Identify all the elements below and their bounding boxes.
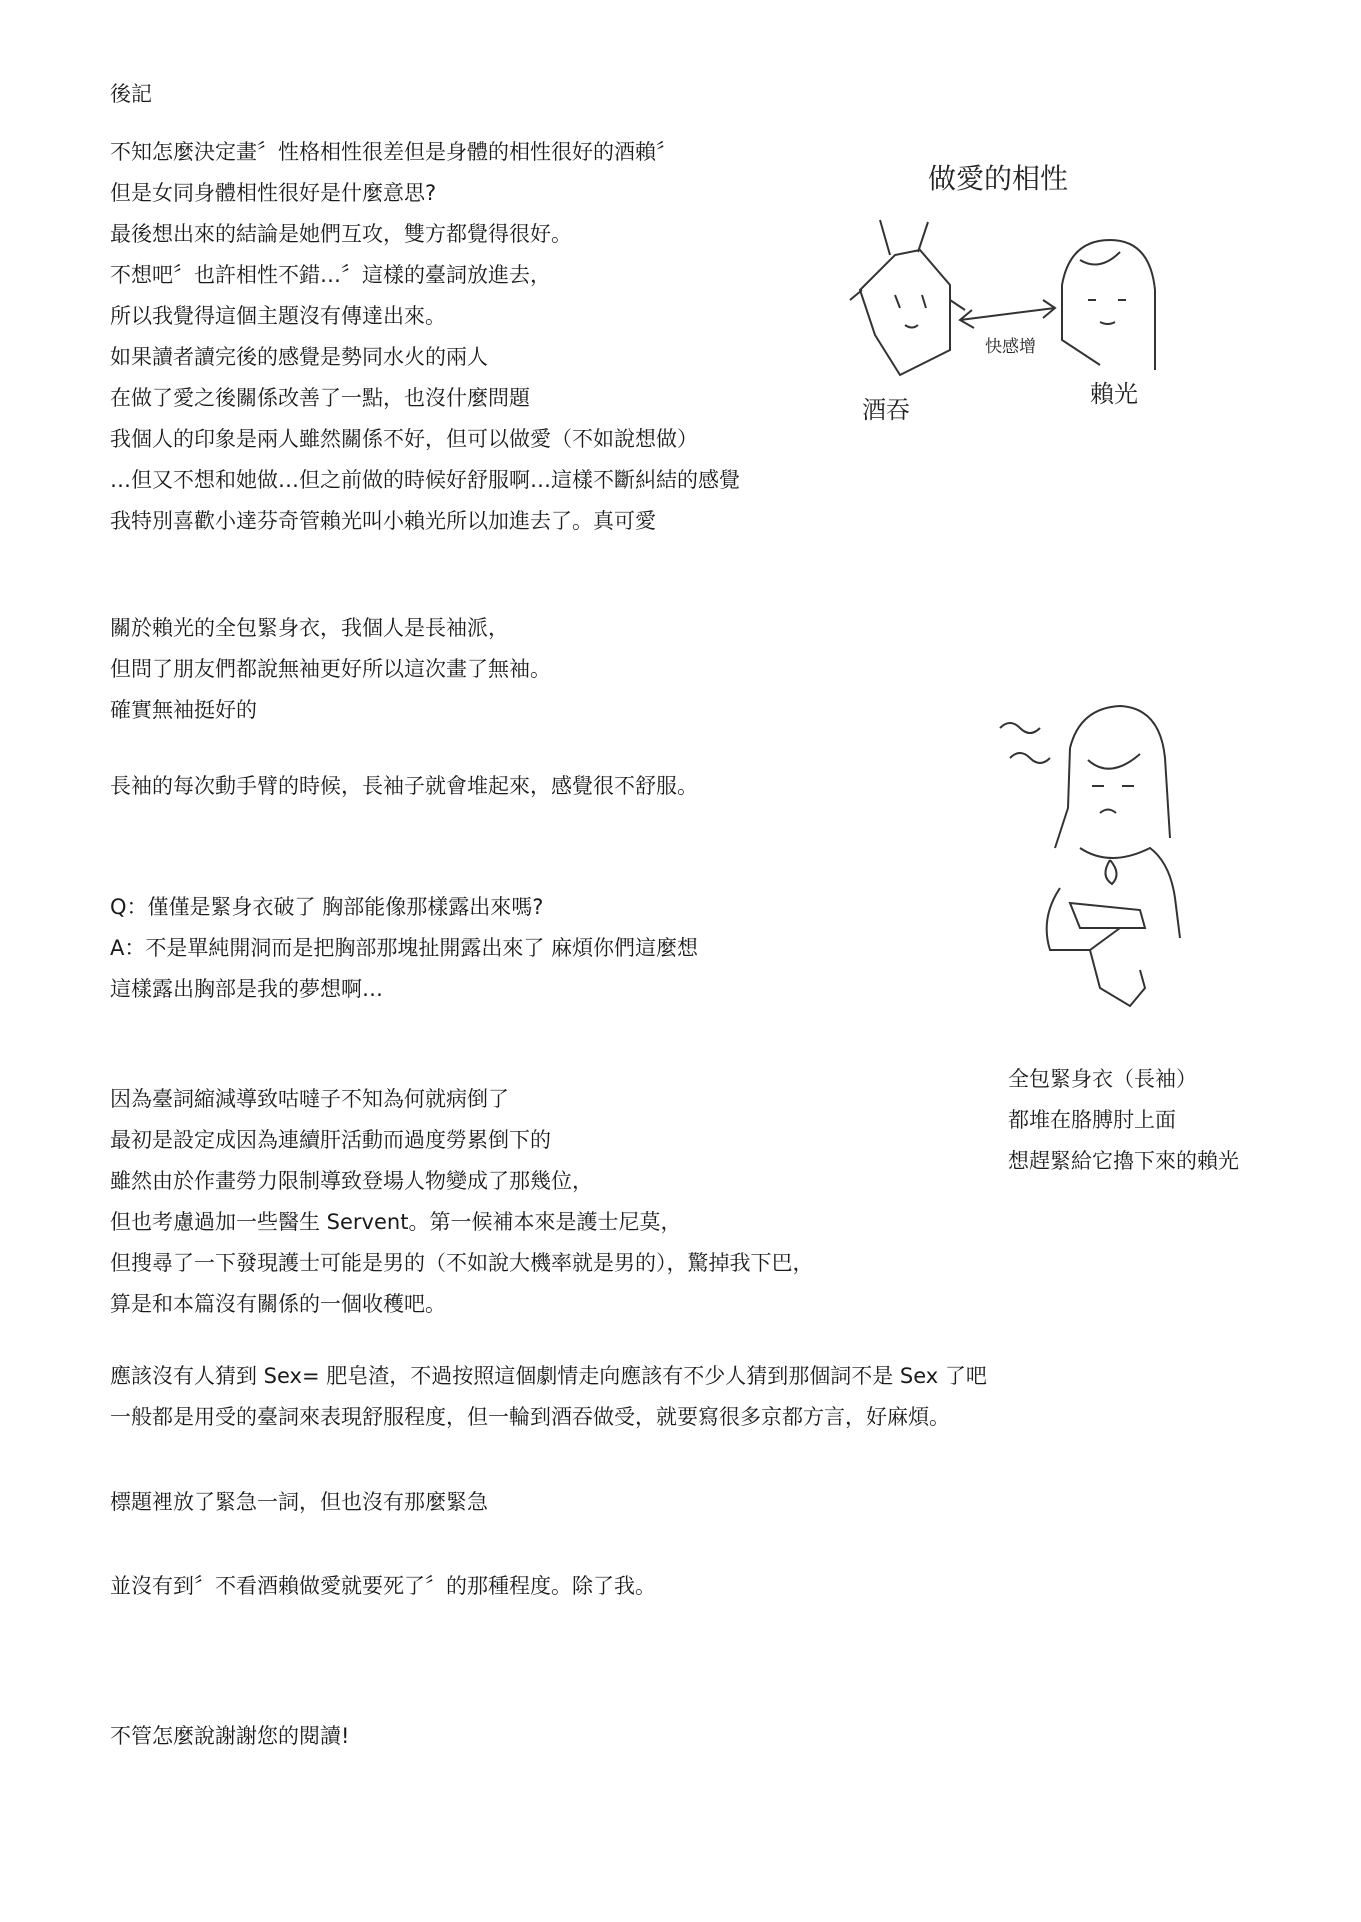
qa-answer: 這樣露出胸部是我的夢想啊… <box>110 977 383 1001</box>
raikou-longsleeve-sketch <box>980 688 1220 1038</box>
body-line: 因為臺詞縮減導致咕噠子不知為何就病倒了 <box>110 1087 509 1111</box>
sketch-caption: 想趕緊給它擼下來的賴光 <box>1008 1149 1239 1173</box>
body-line: 確實無袖挺好的 <box>110 698 257 722</box>
sketch-title: 做愛的相性 <box>928 162 1069 195</box>
compatibility-sketch <box>800 140 1220 440</box>
body-line: 不知怎麼決定畫〞性格相性很差但是身體的相性很好的酒賴〞 <box>110 140 677 164</box>
body-line: 算是和本篇沒有關係的一個收穫吧。 <box>110 1292 446 1316</box>
body-line: 一般都是用受的臺詞來表現舒服程度，但一輪到酒吞做受，就要寫很多京都方言，好麻煩。 <box>110 1405 950 1429</box>
hair-outline <box>1070 706 1170 838</box>
sketch-caption: 全包緊身衣（長袖） <box>1008 1067 1197 1091</box>
body-line: 如果讀者讀完後的感覺是勢同水火的兩人 <box>110 345 488 369</box>
squiggle-mark <box>1010 753 1050 763</box>
body-line: 但問了朋友們都說無袖更好所以這次畫了無袖。 <box>110 657 551 681</box>
qa-answer: A：不是單純開洞而是把胸部那塊扯開露出來了 麻煩你們這麼想 <box>110 936 699 960</box>
body-line: 標題裡放了緊急一詞，但也沒有那麼緊急 <box>110 1490 488 1514</box>
body-line: 所以我覺得這個主題沒有傳達出來。 <box>110 304 446 328</box>
squiggle-mark <box>1000 723 1040 733</box>
closing-line: 不管怎麼說謝謝您的閱讀! <box>110 1724 350 1748</box>
body-line: 但也考慮過加一些醫生 Servent。第一候補本來是護士尼莫， <box>110 1210 682 1234</box>
right-character-name: 賴光 <box>1090 380 1138 408</box>
body-line: 我個人的印象是兩人雖然關係不好，但可以做愛（不如說想做） <box>110 427 698 451</box>
body-line: 最後想出來的結論是她們互攻，雙方都覺得很好。 <box>110 222 572 246</box>
sketch-caption: 都堆在胳膊肘上面 <box>1008 1108 1176 1132</box>
body-line: 關於賴光的全包緊身衣，我個人是長袖派， <box>110 616 509 640</box>
body-line: 最初是設定成因為連續肝活動而過度勞累倒下的 <box>110 1128 551 1152</box>
body-line: 長袖的每次動手臂的時候，長袖子就會堆起來，感覺很不舒服。 <box>110 774 698 798</box>
page-heading: 後記 <box>110 82 152 106</box>
body-line: 應該沒有人猜到 Sex= 肥皂渣，不過按照這個劇情走向應該有不少人猜到那個詞不是 Sex 了吧 <box>110 1364 987 1388</box>
body-line: 並沒有到〞不看酒賴做愛就要死了〞的那種程度。除了我。 <box>110 1574 656 1598</box>
body-line: 但搜尋了一下發現護士可能是男的（不如說大機率就是男的），驚掉我下巴， <box>110 1251 814 1275</box>
arrow-label: 快感增 <box>985 337 1036 357</box>
body-line: …但又不想和她做…但之前做的時候好舒服啊…這樣不斷糾結的感覺 <box>110 468 740 492</box>
double-arrow-icon <box>960 300 1055 328</box>
body-line: 不想吧〞也許相性不錯…〞這樣的臺詞放進去， <box>110 263 551 287</box>
raikou-chibi-drawing <box>1062 240 1155 370</box>
body-line: 我特別喜歡小達芬奇管賴光叫小賴光所以加進去了。真可愛 <box>110 509 656 533</box>
left-character-name: 酒吞 <box>862 396 910 424</box>
body-line: 雖然由於作畫勞力限制導致登場人物變成了那幾位， <box>110 1169 593 1193</box>
body-line: 但是女同身體相性很好是什麼意思? <box>110 181 437 205</box>
body-line: 在做了愛之後關係改善了一點，也沒什麼問題 <box>110 386 530 410</box>
shuten-chibi-drawing <box>850 220 965 375</box>
qa-question: Q：僅僅是緊身衣破了 胸部能像那樣露出來嗎? <box>110 895 544 919</box>
